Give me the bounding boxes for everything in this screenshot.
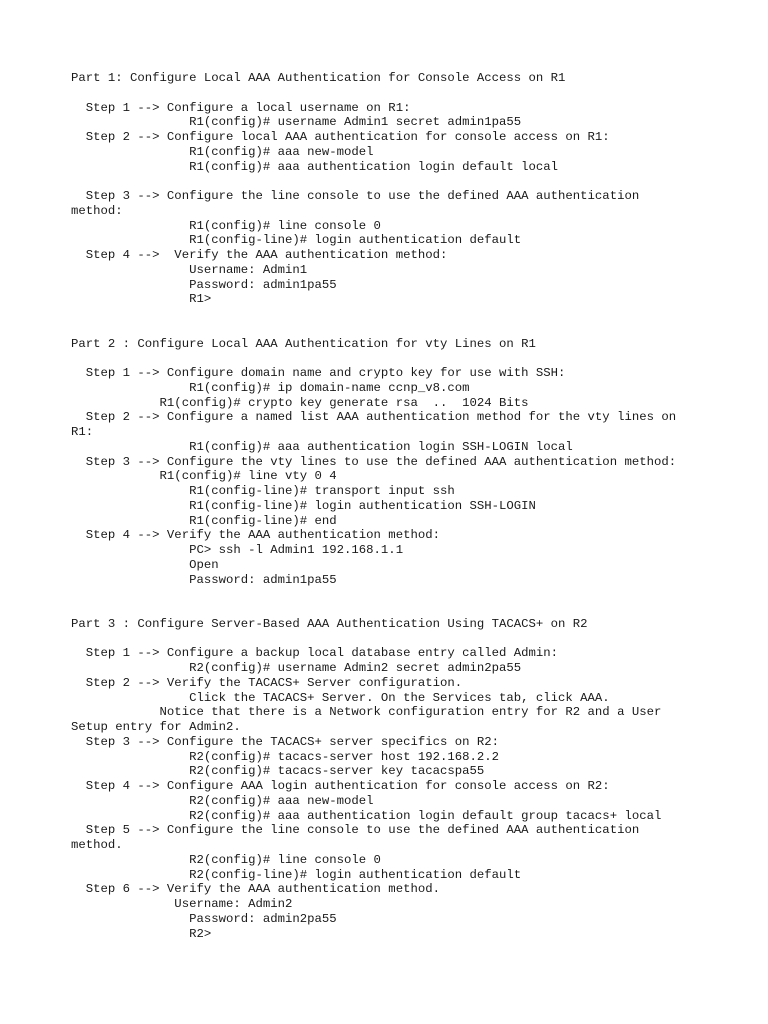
document-line: Step 1 --> Configure a backup local database entry called Admin: bbox=[71, 646, 559, 661]
document-line: R2(config)# tacacs-server host 192.168.2.2 bbox=[71, 749, 500, 764]
document-line: R2(config)# aaa authentication login default group tacacs+ local bbox=[71, 808, 662, 823]
document-line: R2(config)# aaa new-model bbox=[71, 793, 374, 808]
document-line bbox=[71, 322, 711, 337]
document-line: Step 1 --> Configure a local username on R1: bbox=[71, 100, 411, 115]
document-line: method. bbox=[71, 838, 123, 852]
document-line: R1(config-line)# transport input ssh bbox=[71, 484, 455, 498]
document-line: R2> bbox=[71, 926, 212, 941]
document-line bbox=[71, 351, 711, 366]
document-line bbox=[71, 86, 711, 101]
document-line: R1(config-line)# login authentication SSH-LOGIN bbox=[71, 498, 536, 513]
document-line: Step 3 --> Configure the TACACS+ server specifics on R2: bbox=[71, 734, 500, 749]
document-line: Step 3 --> Configure the vty lines to use the defined AAA authentication method: bbox=[71, 454, 677, 469]
document-line: R1(config)# aaa authentication login SSH-LOGIN local bbox=[71, 439, 573, 454]
document-line: Step 6 --> Verify the AAA authentication method. bbox=[71, 882, 440, 897]
document-line: R2(config)# username Admin2 secret admin2pa55 bbox=[71, 661, 522, 675]
document-line: Username: Admin2 bbox=[71, 897, 293, 911]
document-line: Username: Admin1 bbox=[71, 262, 308, 277]
document-line: R2(config)# tacacs-server key tacacspa55 bbox=[71, 764, 485, 779]
document-line: Notice that there is a Network configuration entry for R2 and a User bbox=[71, 705, 662, 720]
document-line bbox=[71, 632, 711, 647]
document-line bbox=[71, 587, 711, 602]
document-text-block bbox=[71, 71, 711, 941]
document-line: Part 3 : Configure Server-Based AAA Authentication Using TACACS+ on R2 bbox=[71, 616, 588, 631]
document-line: Part 2 : Configure Local AAA Authentication for vty Lines on R1 bbox=[71, 336, 536, 351]
document-line: Step 2 --> Verify the TACACS+ Server configuration. bbox=[71, 675, 463, 690]
document-line: Setup entry for Admin2. bbox=[71, 720, 241, 734]
document-line: R1(config)# crypto key generate rsa .. 1024 Bits bbox=[71, 395, 529, 410]
document-line: Password: admin2pa55 bbox=[71, 911, 337, 926]
document-line: R1(config)# ip domain-name ccnp_v8.com bbox=[71, 380, 470, 395]
document-line bbox=[71, 602, 711, 617]
document-line: R1(config-line)# login authentication default bbox=[71, 233, 522, 248]
document-line: Password: admin1pa55 bbox=[71, 277, 337, 292]
document-line: Part 1: Configure Local AAA Authentication for Console Access on R1 bbox=[71, 71, 566, 85]
document-line: Step 4 --> Verify the AAA authentication method: bbox=[71, 528, 440, 543]
document-line bbox=[71, 307, 711, 322]
document-line: R1(config)# aaa authentication login default local bbox=[71, 159, 559, 174]
document-line: R1(config-line)# end bbox=[71, 513, 337, 528]
document-line: R2(config-line)# login authentication default bbox=[71, 867, 522, 882]
document-line: R2(config)# line console 0 bbox=[71, 852, 381, 867]
document-line: Step 2 --> Configure a named list AAA authentication method for the vty lines on bbox=[71, 410, 677, 425]
document-line: Step 4 --> Verify the AAA authentication method: bbox=[71, 248, 448, 262]
document-line: method: bbox=[71, 203, 123, 218]
document-line bbox=[71, 174, 711, 189]
document-line: R1(config)# line console 0 bbox=[71, 218, 381, 233]
document-line: R1(config)# line vty 0 4 bbox=[71, 469, 337, 484]
document-line: Open bbox=[71, 557, 219, 572]
document-line: R1: bbox=[71, 425, 94, 439]
document-line: Step 3 --> Configure the line console to use the defined AAA authentication bbox=[71, 189, 640, 203]
document-line: Step 5 --> Configure the line console to use the defined AAA authentication bbox=[71, 823, 640, 838]
document-line: Step 2 --> Configure local AAA authentication for console access on R1: bbox=[71, 130, 610, 144]
document-line: R1> bbox=[71, 292, 212, 307]
document-line: R1(config)# username Admin1 secret admin1pa55 bbox=[71, 115, 522, 130]
document-line: Step 4 --> Configure AAA login authentication for console access on R2: bbox=[71, 779, 610, 793]
document-line: R1(config)# aaa new-model bbox=[71, 144, 374, 159]
document-line: Password: admin1pa55 bbox=[71, 572, 337, 587]
document-line: Click the TACACS+ Server. On the Services tab, click AAA. bbox=[71, 690, 610, 705]
document-line: PC> ssh -l Admin1 192.168.1.1 bbox=[71, 543, 404, 557]
document-line: Step 1 --> Configure domain name and crypto key for use with SSH: bbox=[71, 366, 566, 380]
